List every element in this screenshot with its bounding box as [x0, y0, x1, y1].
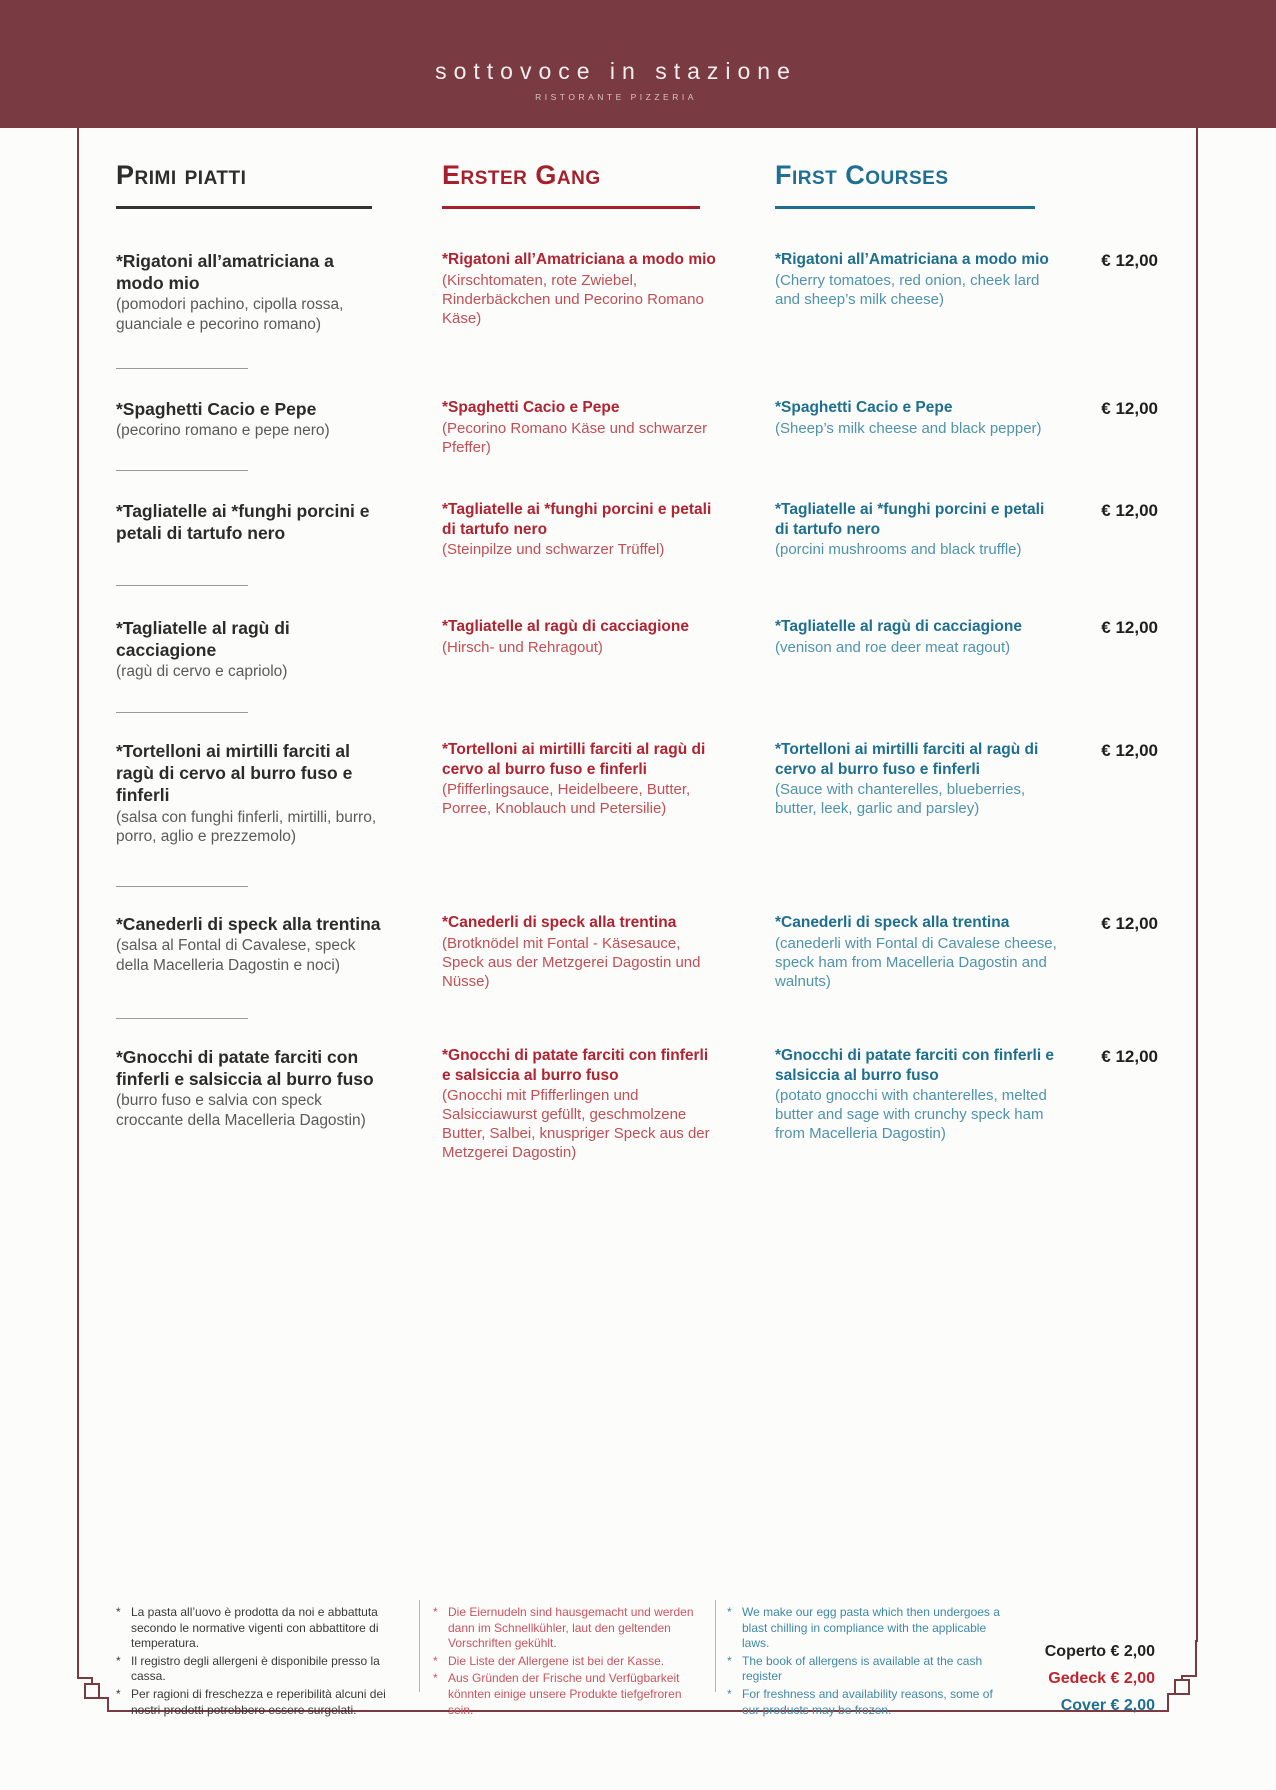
footnote — [433, 1671, 705, 1718]
dish-title-italian: *Canederli di speck alla trentina — [116, 914, 381, 934]
footnote-text: For freshness and availability reasons, some of our products may be frozen. — [742, 1686, 993, 1717]
footnote — [116, 1605, 408, 1652]
footnotes-separator-2 — [715, 1600, 716, 1692]
dish-italian — [116, 740, 384, 847]
dish-german — [442, 617, 716, 657]
dish-italian — [116, 617, 384, 682]
dish-price: € 12,00 — [1101, 501, 1158, 520]
dish-title-italian: *Tagliatelle al ragù di cacciagione — [116, 618, 290, 661]
footnote-text: La pasta all’uovo è prodotta da noi e abbattuta secondo le normative vigenti con abbattitore di temperatura. — [131, 1605, 379, 1651]
dish-desc-german: (Kirschtomaten, rote Zwiebel, Rinderbäckchen und Pecorino Romano Käse) — [442, 271, 704, 327]
column-header-german: Erster Gang — [442, 160, 601, 190]
frame-rule-right — [1196, 128, 1198, 1642]
footnote-asterisk: * — [116, 1686, 121, 1701]
column-header-italian: Primi piatti — [116, 160, 247, 190]
footnote — [116, 1654, 408, 1685]
footnote-asterisk: * — [433, 1605, 438, 1619]
dish-title-german: *Rigatoni all’Amatriciana a modo mio — [442, 251, 716, 268]
dish-desc-german: (Gnocchi mit Pfifferlingen und Salsicciawurst gefüllt, geschmolzene Butter, Salbei, knuspriger Speck aus der Metzgerei Dagostin) — [442, 1087, 710, 1162]
footnote-text: Il registro degli allergeni è disponibile presso la cassa. — [131, 1653, 380, 1684]
dish-german — [442, 500, 716, 559]
dish-desc-english: (venison and roe deer meat ragout) — [775, 638, 1011, 656]
dish-desc-english: (porcini mushrooms and black truffle) — [775, 541, 1022, 559]
dish-title-german: *Canederli di speck alla trentina — [442, 914, 677, 931]
dish-desc-english: (potato gnocchi with chanterelles, melted butter and sage with crunchy speck ham from Macelleria Dagostin) — [775, 1087, 1047, 1143]
dish-price: € 12,00 — [1101, 914, 1158, 933]
item-divider — [116, 585, 248, 586]
dish-english — [775, 500, 1061, 559]
footnotes-separator-1 — [419, 1600, 420, 1692]
dish-german — [442, 1046, 716, 1163]
dish-title-english: *Tortelloni ai mirtilli farciti al ragù di cervo al burro fuso e finferli — [775, 741, 1039, 778]
dish-desc-italian: (ragù di cervo e capriolo) — [116, 663, 288, 681]
footnotes-italian — [116, 1605, 408, 1720]
dish-price: € 12,00 — [1101, 618, 1158, 637]
dish-title-german: *Gnocchi di patate farciti con finferli e salsiccia al burro fuso — [442, 1047, 709, 1084]
cover-charge-block — [960, 1638, 1155, 1719]
dish-desc-german: (Hirsch- und Rehragout) — [442, 638, 603, 656]
dish-title-english: *Rigatoni all’Amatriciana a modo mio — [775, 251, 1049, 268]
dish-italian — [116, 1046, 384, 1131]
footnote-text: The book of allergens is available at the cash register — [742, 1653, 983, 1684]
footnote-asterisk: * — [727, 1605, 732, 1619]
item-divider — [116, 470, 248, 471]
dish-italian — [116, 500, 384, 544]
footnote-text: Die Liste der Allergene ist bei der Kasse. — [448, 1653, 665, 1668]
dish-desc-english: (canederli with Fontal di Cavalese cheese, speck ham from Macelleria Dagostin and walnuts) — [775, 934, 1057, 990]
footnote — [433, 1654, 705, 1670]
dish-title-english: *Gnocchi di patate farciti con finferli e salsiccia al burro fuso — [775, 1047, 1055, 1084]
header-band — [0, 0, 1276, 128]
column-underline-english — [775, 206, 1035, 209]
footnote-asterisk: * — [727, 1653, 732, 1668]
dish-title-english: *Spaghetti Cacio e Pepe — [775, 399, 953, 416]
dish-title-italian: *Tortelloni ai mirtilli farciti al ragù di cervo al burro fuso e finferli — [116, 741, 353, 806]
dish-english — [775, 250, 1061, 309]
footnote-asterisk: * — [116, 1605, 121, 1619]
footnote-text: Per ragioni di freschezza e reperibilità alcuni dei nostri prodotti potrebbero essere surgelati. — [131, 1686, 386, 1717]
footnote — [433, 1605, 705, 1652]
dish-desc-german: (Steinpilze und schwarzer Trüffel) — [442, 541, 665, 559]
dish-desc-german: (Brotknödel mit Fontal - Käsesauce, Speck aus der Metzgerei Dagostin und Nüsse) — [442, 934, 701, 990]
dish-english — [775, 617, 1061, 657]
item-divider — [116, 368, 248, 369]
dish-english — [775, 1046, 1061, 1143]
dish-english — [775, 913, 1061, 991]
dish-desc-italian: (pecorino romano e pepe nero) — [116, 422, 330, 440]
cover-charge-italian: Coperto € 2,00 — [1044, 1643, 1155, 1660]
column-underline-italian — [116, 206, 372, 209]
dish-price: € 12,00 — [1101, 251, 1158, 270]
dish-title-english: *Tagliatelle al ragù di cacciagione — [775, 618, 1022, 635]
footnote-asterisk: * — [116, 1653, 121, 1668]
dish-german — [442, 913, 716, 991]
dish-price: € 12,00 — [1101, 1047, 1158, 1066]
dish-title-italian: *Rigatoni all’amatriciana a modo mio — [116, 251, 334, 294]
dish-desc-italian: (pomodori pachino, cipolla rossa, guanciale e pecorino romano) — [116, 296, 344, 334]
dish-italian — [116, 398, 384, 441]
footnote-asterisk: * — [433, 1653, 438, 1668]
footnotes-german — [433, 1605, 705, 1720]
dish-desc-english: (Sauce with chanterelles, blueberries, butter, leek, garlic and parsley) — [775, 781, 1026, 818]
dish-title-italian: *Tagliatelle ai *funghi porcini e petali di tartufo nero — [116, 501, 370, 544]
dish-desc-english: (Cherry tomatoes, red onion, cheek lard and sheep’s milk cheese) — [775, 271, 1040, 308]
item-divider — [116, 886, 248, 887]
item-divider — [116, 712, 248, 713]
column-underline-german — [442, 206, 700, 209]
frame-rule-left — [77, 128, 79, 1644]
dish-english — [775, 740, 1061, 818]
dish-german — [442, 398, 716, 457]
dish-title-german: *Spaghetti Cacio e Pepe — [442, 399, 620, 416]
footnote — [116, 1687, 408, 1718]
dish-italian — [116, 913, 384, 976]
item-divider — [116, 1018, 248, 1019]
dish-title-german: *Tagliatelle ai *funghi porcini e petali di tartufo nero — [442, 501, 712, 538]
dish-german — [442, 250, 716, 328]
dish-desc-english: (Sheep’s milk cheese and black pepper) — [775, 419, 1042, 437]
restaurant-name: sottovoce in stazione — [435, 58, 797, 84]
dish-english — [775, 398, 1061, 438]
dish-title-german: *Tortelloni ai mirtilli farciti al ragù di cervo al burro fuso e finferli — [442, 741, 706, 778]
cover-charge-german: Gedeck € 2,00 — [1048, 1670, 1155, 1687]
dish-desc-german: (Pecorino Romano Käse und schwarzer Pfeffer) — [442, 419, 708, 456]
dish-title-english: *Tagliatelle ai *funghi porcini e petali di tartufo nero — [775, 501, 1045, 538]
footnote-text: Die Eiernudeln sind hausgemacht und werden dann im Schnellkühler, laut den geltenden Vorschriften gekühlt. — [448, 1605, 694, 1651]
dish-desc-german: (Pfifferlingsauce, Heidelbeere, Butter, Porree, Knoblauch und Petersilie) — [442, 781, 691, 818]
column-header-english: First Courses — [775, 160, 949, 190]
dish-italian — [116, 250, 384, 335]
dish-title-italian: *Gnocchi di patate farciti con finferli e salsiccia al burro fuso — [116, 1047, 374, 1090]
dish-price: € 12,00 — [1101, 741, 1158, 760]
dish-desc-italian: (salsa al Fontal di Cavalese, speck della Macelleria Dagostin e noci) — [116, 937, 356, 974]
dish-title-german: *Tagliatelle al ragù di cacciagione — [442, 618, 689, 635]
dish-price: € 12,00 — [1101, 399, 1158, 418]
dish-title-english: *Canederli di speck alla trentina — [775, 914, 1010, 931]
cover-charge-english: Cover € 2,00 — [1060, 1697, 1155, 1714]
footnote-asterisk: * — [727, 1686, 732, 1701]
footnote-text: Aus Gründen der Frische und Verfügbarkeit könnten einige unsere Produkte tiefgefroren sein. — [448, 1671, 682, 1717]
footnote-asterisk: * — [433, 1671, 438, 1686]
dish-german — [442, 740, 716, 818]
dish-title-italian: *Spaghetti Cacio e Pepe — [116, 399, 317, 419]
restaurant-subtitle: RISTORANTE PIZZERIA — [535, 92, 697, 102]
dish-desc-italian: (salsa con funghi finferli, mirtilli, burro, porro, aglio e prezzemolo) — [116, 808, 377, 846]
footnote-text: We make our egg pasta which then undergoes a blast chilling in compliance with the applicable laws. — [742, 1605, 1000, 1651]
dish-desc-italian: (burro fuso e salvia con speck croccante della Macelleria Dagostin) — [116, 1092, 366, 1130]
